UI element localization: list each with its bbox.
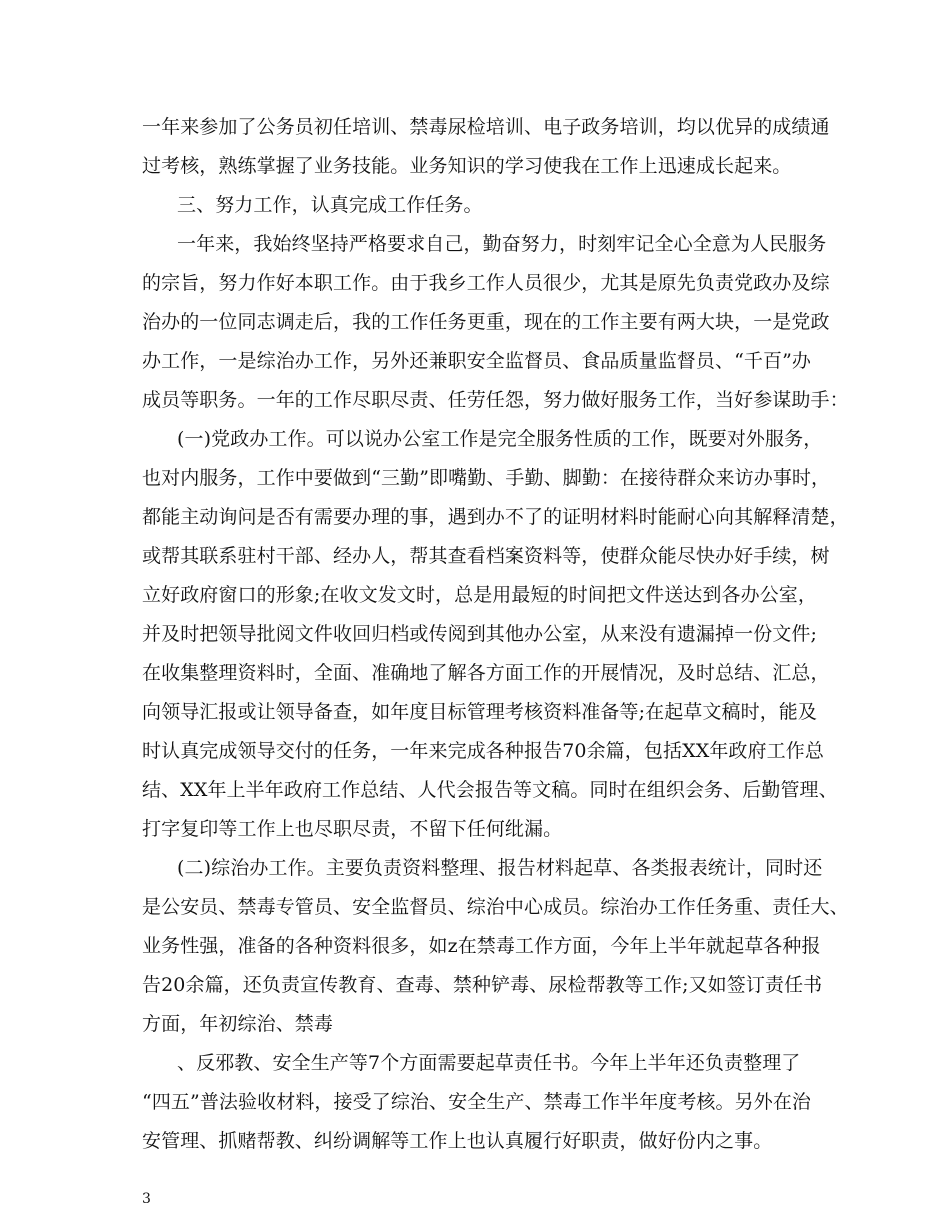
text-line: 过考核，熟练掌握了业务技能。业务知识的学习使我在工作上迅速成长起来。 xyxy=(142,155,792,177)
text-line: 、反邪教、安全生产等7个方面需要起草责任书。今年上半年还负责整理了 xyxy=(177,1052,801,1074)
text-line: 时认真完成领导交付的任务，一年来完成各种报告70余篇，包括XX年政府工作总 xyxy=(142,740,824,762)
text-line: 都能主动询问是否有需要办理的事，遇到办不了的证明材料时能耐心向其解释清楚， xyxy=(142,506,849,528)
text-line: (二)综治办工作。主要负责资料整理、报告材料起草、各类报表统计，同时还 xyxy=(177,857,823,879)
text-line: 安管理、抓赌帮教、纠纷调解等工作上也认真履行好职责，做好份内之事。 xyxy=(142,1130,773,1152)
text-line: 一年来，我始终坚持严格要求自己，勤奋努力，时刻牢记全心全意为人民服务 xyxy=(177,233,827,255)
text-line: (一)党政办工作。可以说办公室工作是完全服务性质的工作，既要对外服务， xyxy=(177,428,823,450)
text-line: 治办的一位同志调走后，我的工作任务更重，现在的工作主要有两大块，一是党政 xyxy=(142,311,830,333)
text-line: 向领导汇报或让领导备查，如年度目标管理考核资料准备等;在起草文稿时，能及 xyxy=(142,701,818,723)
text-line: 的宗旨，努力作好本职工作。由于我乡工作人员很少，尤其是原先负责党政办及综 xyxy=(142,272,830,294)
text-line: 结、XX年上半年政府工作总结、人代会报告等文稿。同时在组织会务、后勤管理、 xyxy=(142,779,838,801)
text-line: “四五”普法验收材料，接受了综治、安全生产、禁毒工作半年度考核。另外在治 xyxy=(142,1091,812,1113)
text-line: 是公安员、禁毒专管员、安全监督员、综治中心成员。综治办工作任务重、责任大、 xyxy=(142,896,849,918)
text-line: 也对内服务，工作中要做到“三勤”即嘴勤、手勤、脚勤：在接待群众来访办事时， xyxy=(142,467,831,489)
text-line: 成员等职务。一年的工作尽职尽责、任劳任怨，努力做好服务工作，当好参谋助手： xyxy=(142,389,849,411)
text-line: 立好政府窗口的形象;在收文发文时，总是用最短的时间把文件送达到各办公室， xyxy=(142,584,818,606)
text-line: 并及时把领导批阅文件收回归档或传阅到其他办公室，从来没有遗漏掉一份文件; xyxy=(142,623,818,645)
text-line: 告20余篇，还负责宣传教育、查毒、禁种铲毒、尿检帮教等工作;又如签订责任书 xyxy=(142,974,823,996)
text-line: 打字复印等工作上也尽职尽责，不留下任何纰漏。 xyxy=(142,818,563,840)
text-line: 或帮其联系驻村干部、经办人，帮其查看档案资料等，使群众能尽快办好手续，树 xyxy=(142,545,830,567)
text-line: 业务性强，准备的各种资料很多，如z在禁毒工作方面，今年上半年就起草各种报 xyxy=(142,935,821,957)
page-number: 3 xyxy=(142,1191,151,1207)
section-heading: 三、努力工作，认真完成工作任务。 xyxy=(177,194,483,216)
text-line: 方面，年初综治、禁毒 xyxy=(142,1013,334,1035)
text-line: 在收集整理资料时，全面、准确地了解各方面工作的开展情况，及时总结、汇总， xyxy=(142,662,830,684)
text-line: 一年来参加了公务员初任培训、禁毒尿检培训、电子政务培训，均以优异的成绩通 xyxy=(142,116,830,138)
text-line: 办工作，一是综治办工作，另外还兼职安全监督员、食品质量监督员、“千百”办 xyxy=(142,350,812,372)
